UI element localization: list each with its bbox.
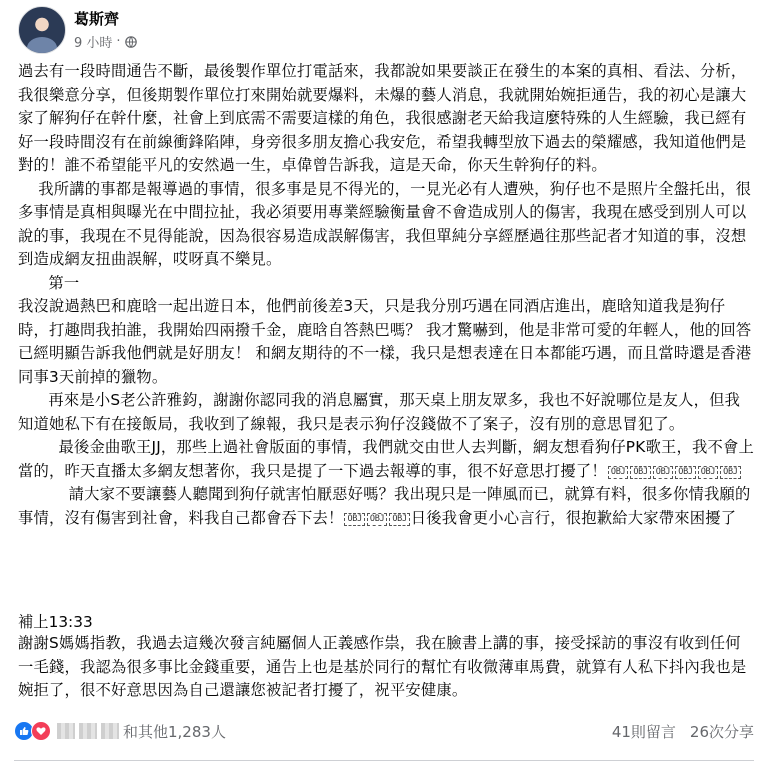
obj-placeholder-icon: OBJ — [344, 513, 364, 526]
post-paragraph: 第一 — [18, 273, 80, 292]
avatar[interactable] — [18, 6, 66, 54]
post-text — [18, 60, 754, 530]
obj-placeholder-icon: OBJ — [608, 466, 628, 479]
obj-placeholder-icon: OBJ — [698, 466, 718, 479]
post-paragraph: 最後金曲歌王JJ，那些上過社會版面的事情，我們就交由世人去判斷，網友想看狗仔PK歌王，我不會上當的，昨天直播太多網友想著你，我只是提了一下過去報導的事，很不好意思打擾了！ — [18, 438, 754, 480]
author-name[interactable]: 葛斯齊 — [74, 10, 120, 28]
meta-separator: · — [116, 34, 121, 49]
post-footer — [14, 716, 754, 746]
post-paragraph: 日後我會更小心言行，很抱歉給大家帶來困擾了 — [410, 508, 737, 527]
obj-placeholder-icon: OBJ — [630, 466, 650, 479]
post-stats — [612, 721, 754, 742]
post-paragraph: 再來是小S老公許雅鈞，謝謝你認同我的消息屬實，那天桌上朋友眾多，我也不好說哪位是友人，但我知道她私下有在接飯局，我收到了線報，我只是表示狗仔沒錢做不了案子，沒有別的意思冒犯了。 — [18, 391, 741, 433]
heart-reaction-icon[interactable] — [31, 721, 51, 741]
post-header — [14, 6, 754, 56]
comments-count[interactable]: 41則留言 — [611, 722, 676, 741]
reactions-count[interactable]: 和其他1,283人 — [123, 722, 226, 741]
post-meta — [74, 32, 137, 51]
post-paragraph: 我所講的事都是報導過的事情，很多事是見不得光的，一見光必有人遭殃，狗仔也不是照片全盤托出，很多事情是真相與曝光在中間拉扯，我必須要用專業經驗衡量會不會造成別人的傷害，我現在感受到別人可以說的事，我現在不見得能說，因為很容易造成誤解傷害，我但單純分享經歷過往那些記者才知道的事，沒想到造成網友扭曲誤解，哎呀真不樂見。 — [18, 179, 752, 268]
obj-placeholder-icon: OBJ — [389, 513, 409, 526]
obj-placeholder-icon: OBJ — [653, 466, 673, 479]
shares-count[interactable]: 26次分享 — [689, 722, 754, 741]
post-paragraph: 過去有一段時間通告不斷，最後製作單位打電話來，我都說如果要談正在發生的本案的真相、看法、分析，我很樂意分享，但後期製作單位打來開始就要爆料，未爆的藝人消息，我就開始婉拒通告，我的初心是讓大家了解狗仔在幹什麼，社會上到底需不需要這樣的角色，我很感謝老天給我這麼特殊的人生經驗，我已經有好一段時間沒有在前線衝鋒陷陣，身旁很多朋友擔心我安危，希望我轉型放下過去的榮耀感，我知道他們是對的！誰不希望能平凡的安然過一生，卓偉曾告訴我，這是天命，你天生幹狗仔的料。 — [18, 62, 747, 174]
post-time[interactable]: 9 小時 — [74, 36, 113, 51]
update-text: 謝謝S媽媽指教，我過去這幾次發言純屬個人正義感作祟，我在臉書上講的事，接受採訪的事沒有收到任何一毛錢，我認為很多事比金錢重要，通告上也是基於同行的幫忙有收微薄車馬費，就算有人私下抖內我也是婉拒了，很不好意思因為自己還讓您被記者打擾了，祝平安健康。 — [18, 634, 747, 699]
globe-icon — [125, 36, 137, 48]
blurred-names — [57, 723, 119, 739]
obj-placeholder-icon: OBJ — [675, 466, 695, 479]
post-paragraph: 我沒說過熱巴和鹿晗一起出遊日本，他們前後差3天，只是我分別巧遇在同酒店進出，鹿晗知道我是狗仔時，打趣問我拍誰，我開始四兩撥千金，鹿晗自答熱巴嗎？ 我才驚嚇到，他是非常可愛的年輕人，他的回答已經明顯告訴我他們就是好朋友！ 和網友期待的不一樣，我只是想表達在日本都能巧遇，而且當時還是香港同事3天前掉的獵物。 — [18, 297, 752, 386]
footer-divider — [14, 760, 754, 761]
post-paragraph-with-emoji — [18, 436, 754, 483]
post-paragraph: 請大家不要讓藝人聽聞到狗仔就害怕厭惡好嗎？我出現只是一陣風而已，就算有料，很多你情我願的事情，沒有傷害到社會，料我自己都會吞下去！ — [18, 485, 751, 527]
post-paragraph-with-emoji — [18, 483, 754, 530]
obj-placeholder-icon: OBJ — [720, 466, 740, 479]
update-title: 補上13:33 — [18, 613, 93, 631]
obj-placeholder-icon: OBJ — [367, 513, 387, 526]
